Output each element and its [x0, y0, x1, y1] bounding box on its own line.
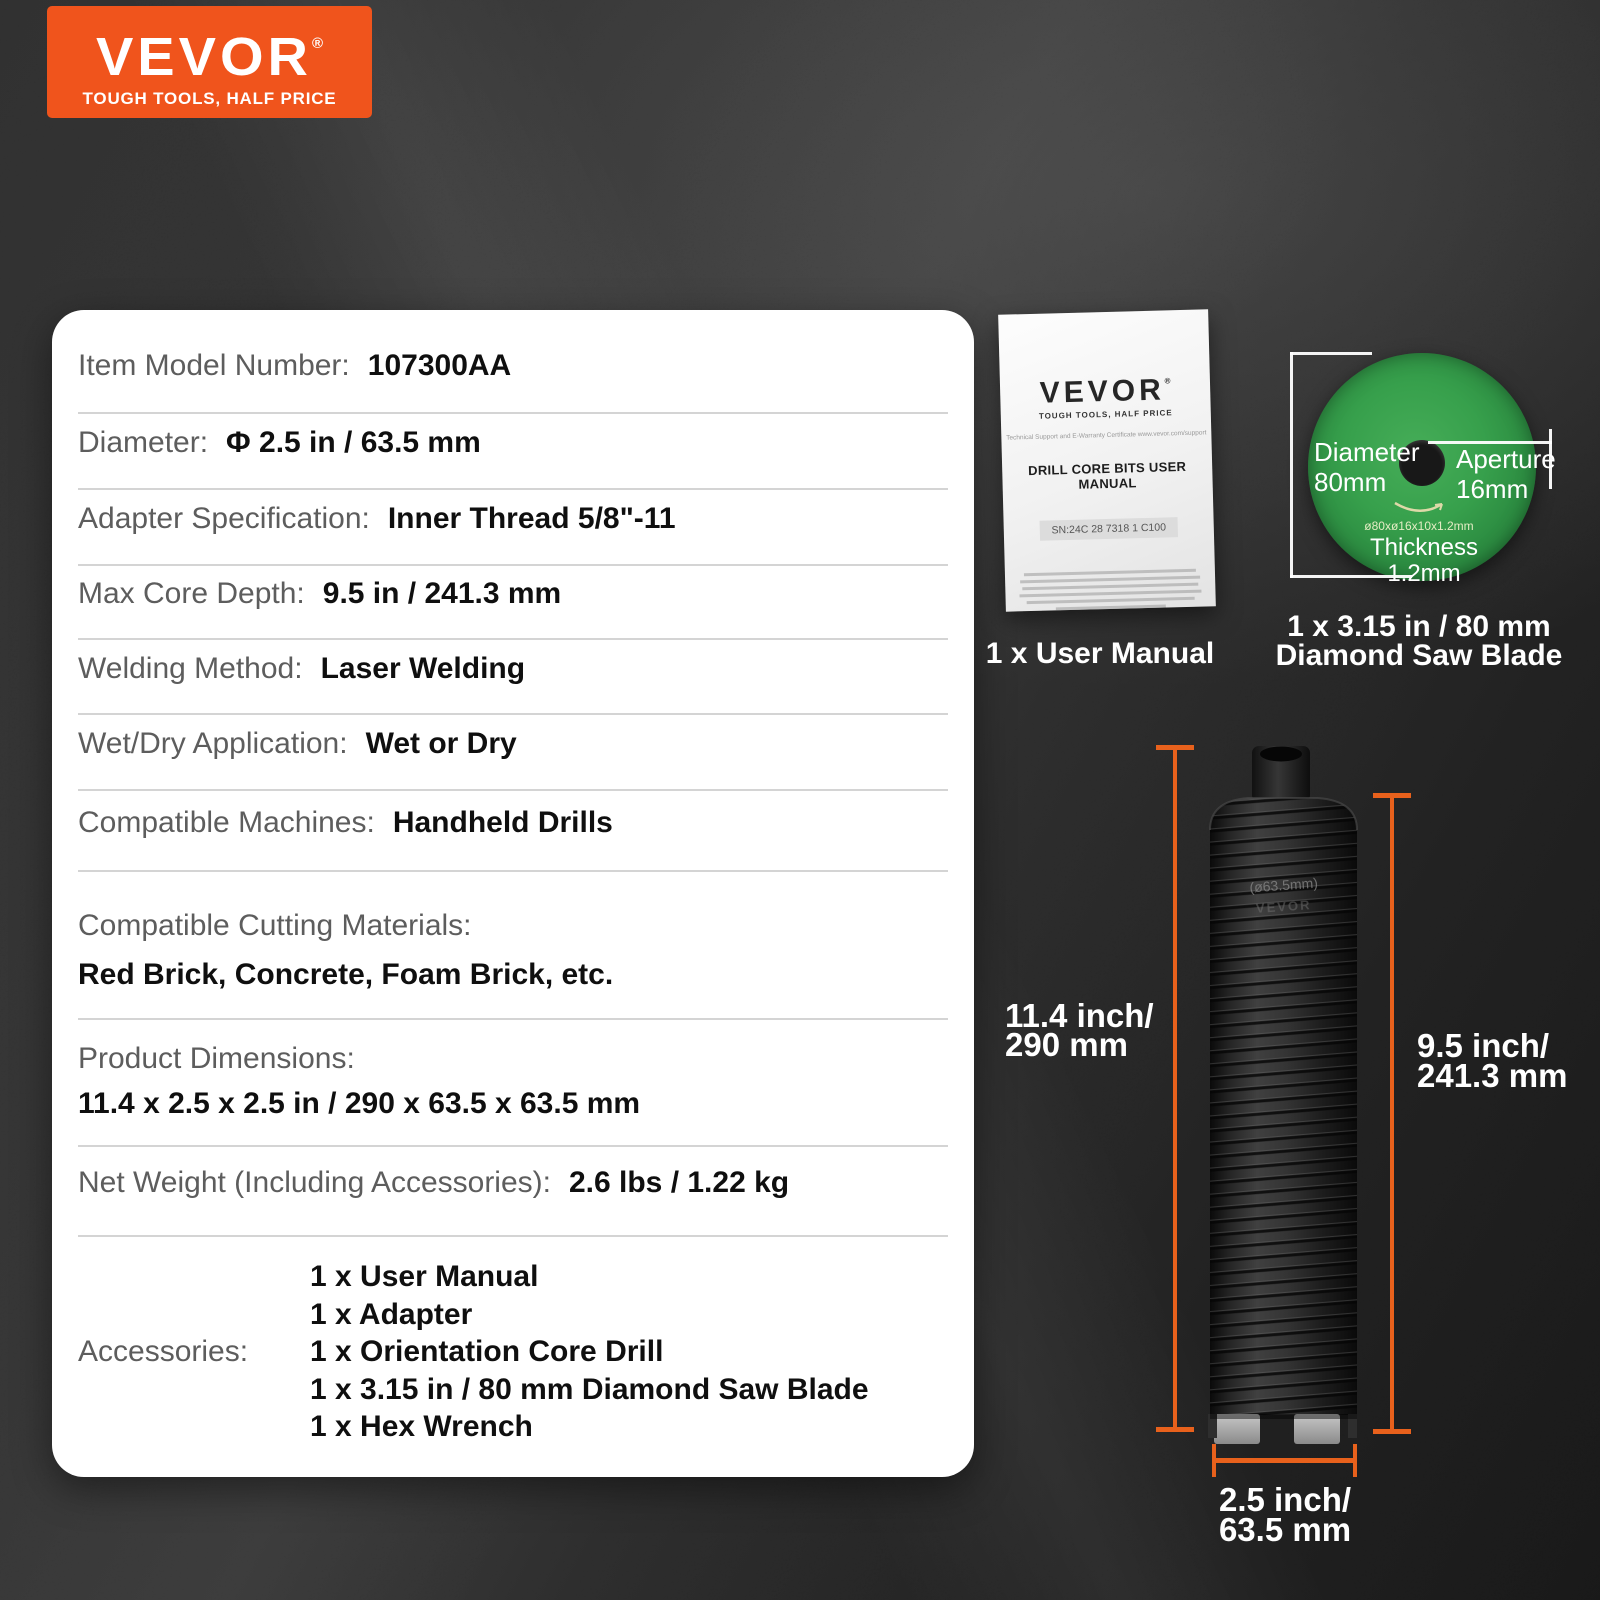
spec-label: Max Core Depth: [78, 577, 305, 610]
height-dimension-line [1173, 747, 1177, 1430]
manual-fine-print-line [1022, 583, 1198, 590]
core-depth-dimension-label: 9.5 inch/ 241.3 mm [1417, 1027, 1568, 1094]
spec-row-6 [78, 715, 948, 791]
brand-logo [47, 6, 372, 118]
spec-value: 1 x 3.15 in / 80 mm Diamond Saw Blade [310, 1372, 869, 1406]
spec-row-5 [78, 640, 948, 715]
spec-label: Adapter Specification: [78, 502, 370, 535]
spec-label: Diameter: [78, 426, 209, 459]
spec-value: Wet or Dry [365, 727, 517, 760]
width-dimension-tick-right [1353, 1444, 1357, 1477]
spec-label: Item Model Number: [78, 349, 350, 382]
spec-label: Accessories: [78, 1335, 249, 1369]
spec-row-7 [78, 791, 948, 872]
manual-fine-print-line [1024, 569, 1196, 576]
drill-engraving: (ø63.5mm) [1248, 874, 1319, 896]
spec-label: Net Weight (Including Accessories): [78, 1166, 551, 1199]
blade-caption: 1 x 3.15 in / 80 mm Diamond Saw Blade [1275, 610, 1563, 672]
spec-label: Compatible Machines: [78, 805, 375, 839]
drill-core-bit [1200, 738, 1366, 1452]
manual-fine-print-line [1027, 597, 1195, 604]
blade-diameter-line [1290, 352, 1293, 578]
height-dimension-cap-bottom [1156, 1427, 1194, 1432]
blade-diameter-label: Diameter 80mm [1314, 437, 1420, 497]
spec-label: Welding Method: [78, 651, 303, 685]
spec-value: 107300AA [367, 349, 512, 382]
spec-row-2 [78, 414, 948, 490]
manual-fine-print [1005, 568, 1216, 611]
height-dimension-cap-top [1156, 745, 1194, 750]
width-dimension-tick-left [1212, 1444, 1216, 1477]
blade-curve-arrow-icon [1392, 498, 1448, 520]
width-dimension-line [1214, 1458, 1357, 1463]
blade-thickness-label: Thickness 1.2mm [1369, 534, 1479, 587]
spec-row-4 [78, 566, 948, 640]
spec-value: Φ 2.5 in / 63.5 mm [226, 426, 481, 459]
spec-label: Compatible Cutting Materials: [78, 909, 472, 942]
manual-brand-logo: VEVOR® [1039, 373, 1171, 410]
spec-value: 1 x Orientation Core Drill [310, 1335, 664, 1369]
drill-tooth-shadow [1210, 1414, 1357, 1419]
core-depth-dimension-line [1390, 795, 1394, 1432]
manual-fine-print-line [1019, 590, 1202, 597]
manual-tagline: TOUGH TOOLS, HALF PRICE [1038, 408, 1173, 421]
spec-value: 11.4 x 2.5 x 2.5 in / 290 x 63.5 x 63.5 mm [78, 1086, 641, 1120]
brand-logo-text: VEVOR® [95, 25, 324, 86]
spec-value: Laser Welding [320, 651, 526, 685]
drill-adapter-bore [1260, 747, 1302, 762]
spec-label: Product Dimensions: [78, 1041, 355, 1075]
blade-spec-code: ø80xø16x10x1.2mm [1364, 519, 1474, 533]
spec-label: Wet/Dry Application: [78, 727, 348, 760]
spec-panel [52, 310, 974, 1477]
spec-row-1 [78, 310, 948, 414]
spec-row-3 [78, 490, 948, 566]
manual-fine-print-line [1056, 605, 1165, 610]
height-dimension-label: 11.4 inch/ 290 mm [1005, 997, 1154, 1063]
spec-value: Inner Thread 5/8"-11 [387, 502, 676, 535]
core-depth-cap-bottom [1373, 1429, 1411, 1434]
spec-value: 2.6 lbs / 1.22 kg [568, 1166, 790, 1199]
blade-aperture-label: Aperture 16mm [1456, 444, 1556, 504]
manual-support-line: Technical Support and E-Warranty Certificate www.vevor.com/support [1006, 429, 1207, 442]
manual-title: DRILL CORE BITS USER MANUAL [1027, 458, 1187, 492]
spec-row-8 [78, 872, 948, 1020]
width-dimension-label: 2.5 inch/ 63.5 mm [1218, 1481, 1352, 1548]
spec-value: 1 x User Manual [310, 1260, 539, 1294]
user-manual-paper [998, 309, 1216, 611]
registered-mark: ® [312, 35, 324, 52]
manual-serial-number: SN:24C 28 7318 1 C100 [1039, 517, 1178, 541]
spec-value: 1 x Adapter [310, 1297, 473, 1331]
spec-row-9 [78, 1020, 948, 1147]
manual-caption: 1 x User Manual [985, 637, 1215, 670]
spec-value: 9.5 in / 241.3 mm [322, 577, 562, 610]
core-depth-cap-top [1373, 793, 1411, 798]
spec-row-10 [78, 1147, 948, 1237]
spec-value: Red Brick, Concrete, Foam Brick, etc. [78, 958, 614, 991]
spec-value: 1 x Hex Wrench [310, 1410, 533, 1444]
drill-engraving-brand: VEVOR [1255, 897, 1312, 916]
spec-value-list [310, 1258, 869, 1446]
spec-row-11 [78, 1237, 948, 1477]
blade-diameter-cap-top [1290, 352, 1372, 355]
brand-tagline: TOUGH TOOLS, HALF PRICE [82, 88, 337, 108]
spec-value: Handheld Drills [392, 805, 613, 839]
spec-rows [78, 310, 948, 1477]
manual-fine-print-line [1020, 576, 1201, 583]
